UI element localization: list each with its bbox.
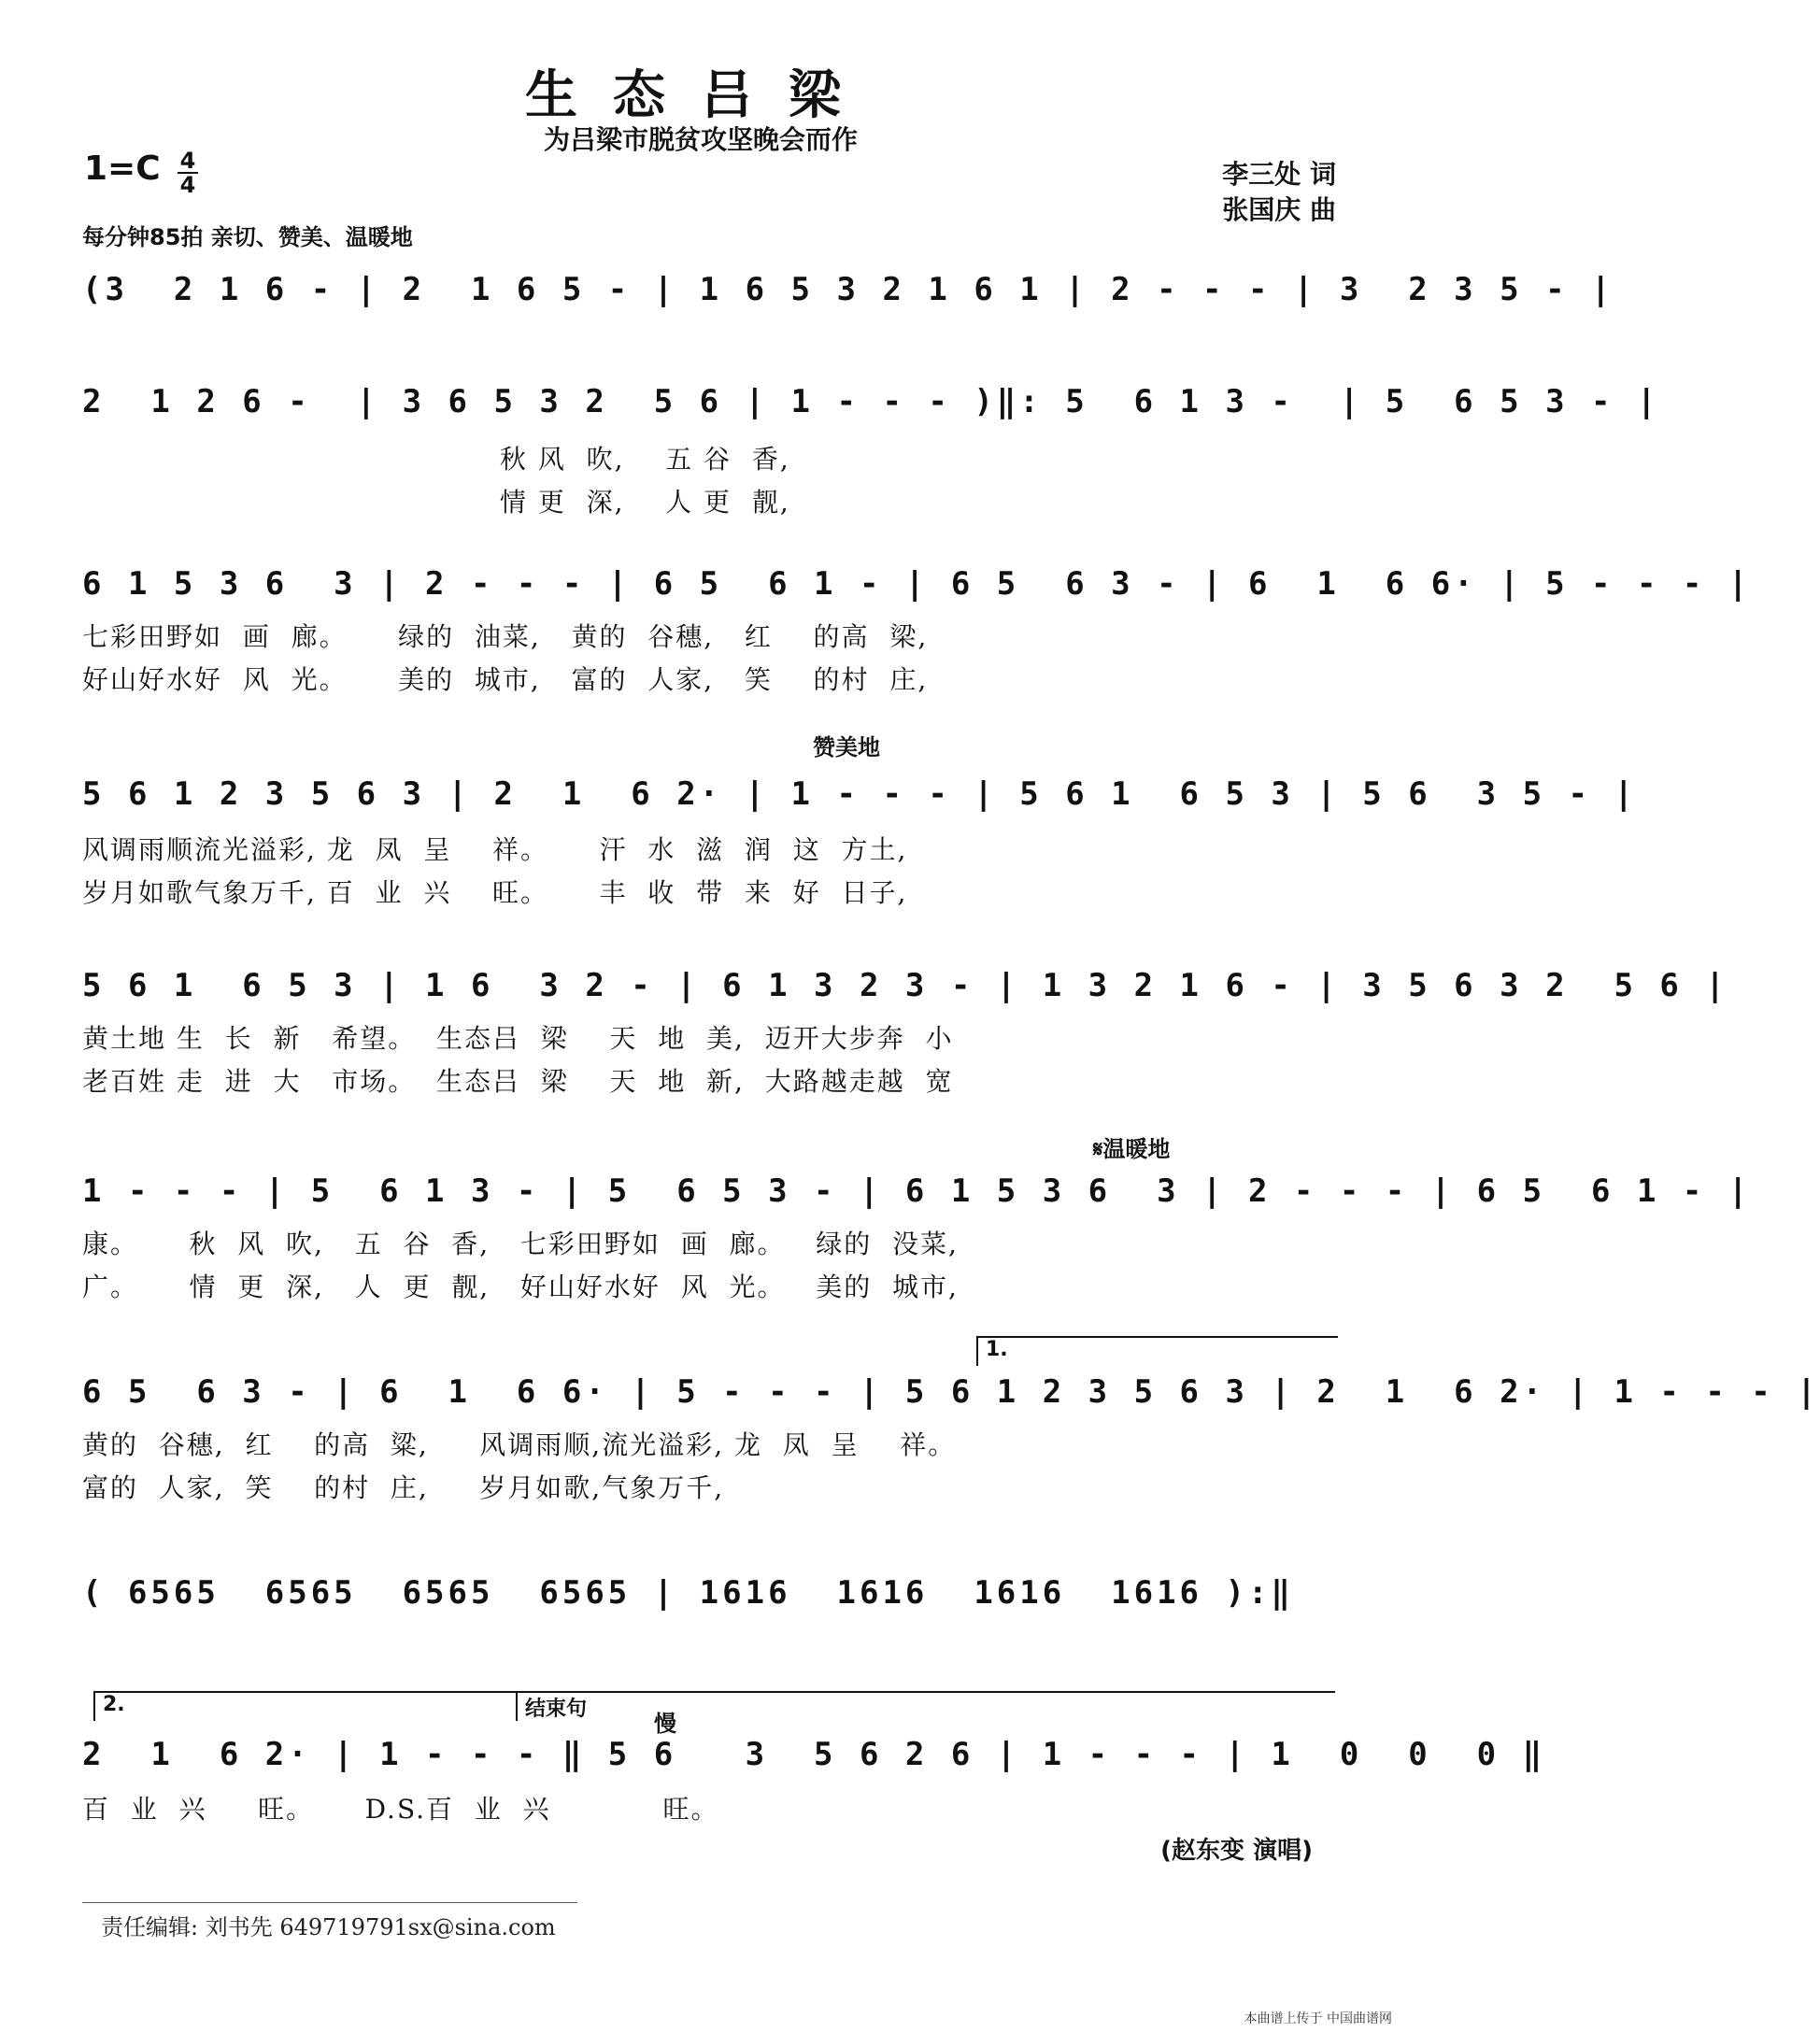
expression-zanmei: 赞美地	[813, 734, 880, 760]
footer-divider	[82, 1902, 577, 1903]
score-title: 生态吕梁	[525, 64, 876, 126]
composer-credit: 张国庆 曲	[1222, 194, 1336, 225]
source-watermark: 本曲谱上传于 中国曲谱网	[1244, 2011, 1392, 2026]
lyric-line-9a: 百 业 兴 旺。 D.S.百 业 兴 旺。	[82, 1794, 719, 1825]
notation-line-7: 6 5 6 3 - | 6 1 6 6· | 5 - - - | 5 6 1 2 3 5 6 3 | 2 1 6 2· | 1 - - - |	[82, 1373, 1820, 1411]
lyric-line-6a: 康。 秋 风 吹, 五 谷 香, 七彩田野如 画 廊。 绿的 没菜,	[82, 1229, 959, 1259]
lyric-line-5b: 老百姓 走 进 大 市场。 生态吕 梁 天 地 新, 大路越走越 宽	[82, 1066, 954, 1097]
ending-phrase-label: 结束句	[525, 1698, 588, 1721]
notation-line-5: 5 6 1 6 5 3 | 1 6 3 2 - | 6 1 3 2 3 - | 1 3 2 1 6 - | 3 5 6 3 2 5 6 |	[82, 967, 1728, 1004]
lyric-line-7a: 黄的 谷穗, 红 的高 粱, 风调雨顺,流光溢彩, 龙 凤 呈 祥。	[82, 1429, 957, 1460]
editor-footer: 责任编辑: 刘书先 649719791sx@sina.com	[101, 1914, 556, 1940]
lyric-line-3a: 七彩田野如 画 廊。 绿的 油菜, 黄的 谷穗, 红 的高 梁,	[82, 621, 929, 652]
volta-second-label: 2.	[103, 1693, 125, 1716]
notation-line-2: 2 1 2 6 - | 3 6 5 3 2 5 6 | 1 - - - )‖: 5 6 1 3 - | 5 6 5 3 - |	[82, 383, 1660, 420]
lyric-line-4b: 岁月如歌气象万千, 百 业 兴 旺。 丰 收 带 来 好 日子,	[82, 877, 908, 908]
time-sig-top: 4	[178, 149, 198, 174]
performer-credit: (赵东变 演唱)	[1160, 1837, 1313, 1865]
expression-wennuan: 𝄋温暖地	[1093, 1136, 1171, 1162]
volta-first-label: 1.	[986, 1338, 1008, 1361]
lyric-line-3b: 好山好水好 风 光。 美的 城市, 富的 人家, 笑 的村 庄,	[82, 664, 929, 695]
notation-line-8: ( 6565 6565 6565 6565 | 1616 1616 1616 1616 ):‖	[82, 1574, 1294, 1612]
key-signature: 1=C	[84, 149, 161, 188]
lyricist-credit: 李三处 词	[1222, 159, 1336, 190]
notation-line-1: (3 2 1 6 - | 2 1 6 5 - | 1 6 5 3 2 1 6 1 | 2 - - - | 3 2 3 5 - |	[82, 271, 1614, 308]
notation-line-6: 1 - - - | 5 6 1 3 - | 5 6 5 3 - | 6 1 5 3 6 3 | 2 - - - | 6 5 6 1 - |	[82, 1172, 1752, 1210]
ending-phrase-bracket	[516, 1691, 1335, 1721]
lyric-line-7b: 富的 人家, 笑 的村 庄, 岁月如歌,气象万千,	[82, 1472, 725, 1503]
time-signature	[178, 149, 198, 196]
notation-line-9: 2 1 6 2· | 1 - - - ‖ 5 6 3 5 6 2 6 | 1 - - - | 1 0 0 0 ‖	[82, 1736, 1546, 1773]
time-sig-bottom: 4	[179, 172, 196, 198]
notation-line-3: 6 1 5 3 6 3 | 2 - - - | 6 5 6 1 - | 6 5 6 3 - | 6 1 6 6· | 5 - - - |	[82, 565, 1752, 603]
lyric-line-2b: 情 更 深, 人 更 靓,	[82, 487, 790, 518]
volta-second-ending	[93, 1691, 516, 1721]
lyric-line-2a: 秋 风 吹, 五 谷 香,	[82, 444, 790, 475]
tempo-marking: 每分钟85拍 亲切、赞美、温暖地	[82, 224, 413, 250]
score-subtitle: 为吕梁市脱贫攻坚晚会而作	[543, 124, 858, 155]
notation-line-4: 5 6 1 2 3 5 6 3 | 2 1 6 2· | 1 - - - | 5 6 1 6 5 3 | 5 6 3 5 - |	[82, 775, 1637, 813]
lyric-line-6b: 广。 情 更 深, 人 更 靓, 好山好水好 风 光。 美的 城市,	[82, 1272, 959, 1302]
expression-slow: 慢	[654, 1711, 676, 1737]
lyric-line-4a: 风调雨顺流光溢彩, 龙 凤 呈 祥。 汗 水 滋 润 这 方土,	[82, 834, 908, 865]
lyric-line-5a: 黄土地 生 长 新 希望。 生态吕 梁 天 地 美, 迈开大步奔 小	[82, 1023, 954, 1054]
volta-first-ending	[976, 1336, 1338, 1366]
